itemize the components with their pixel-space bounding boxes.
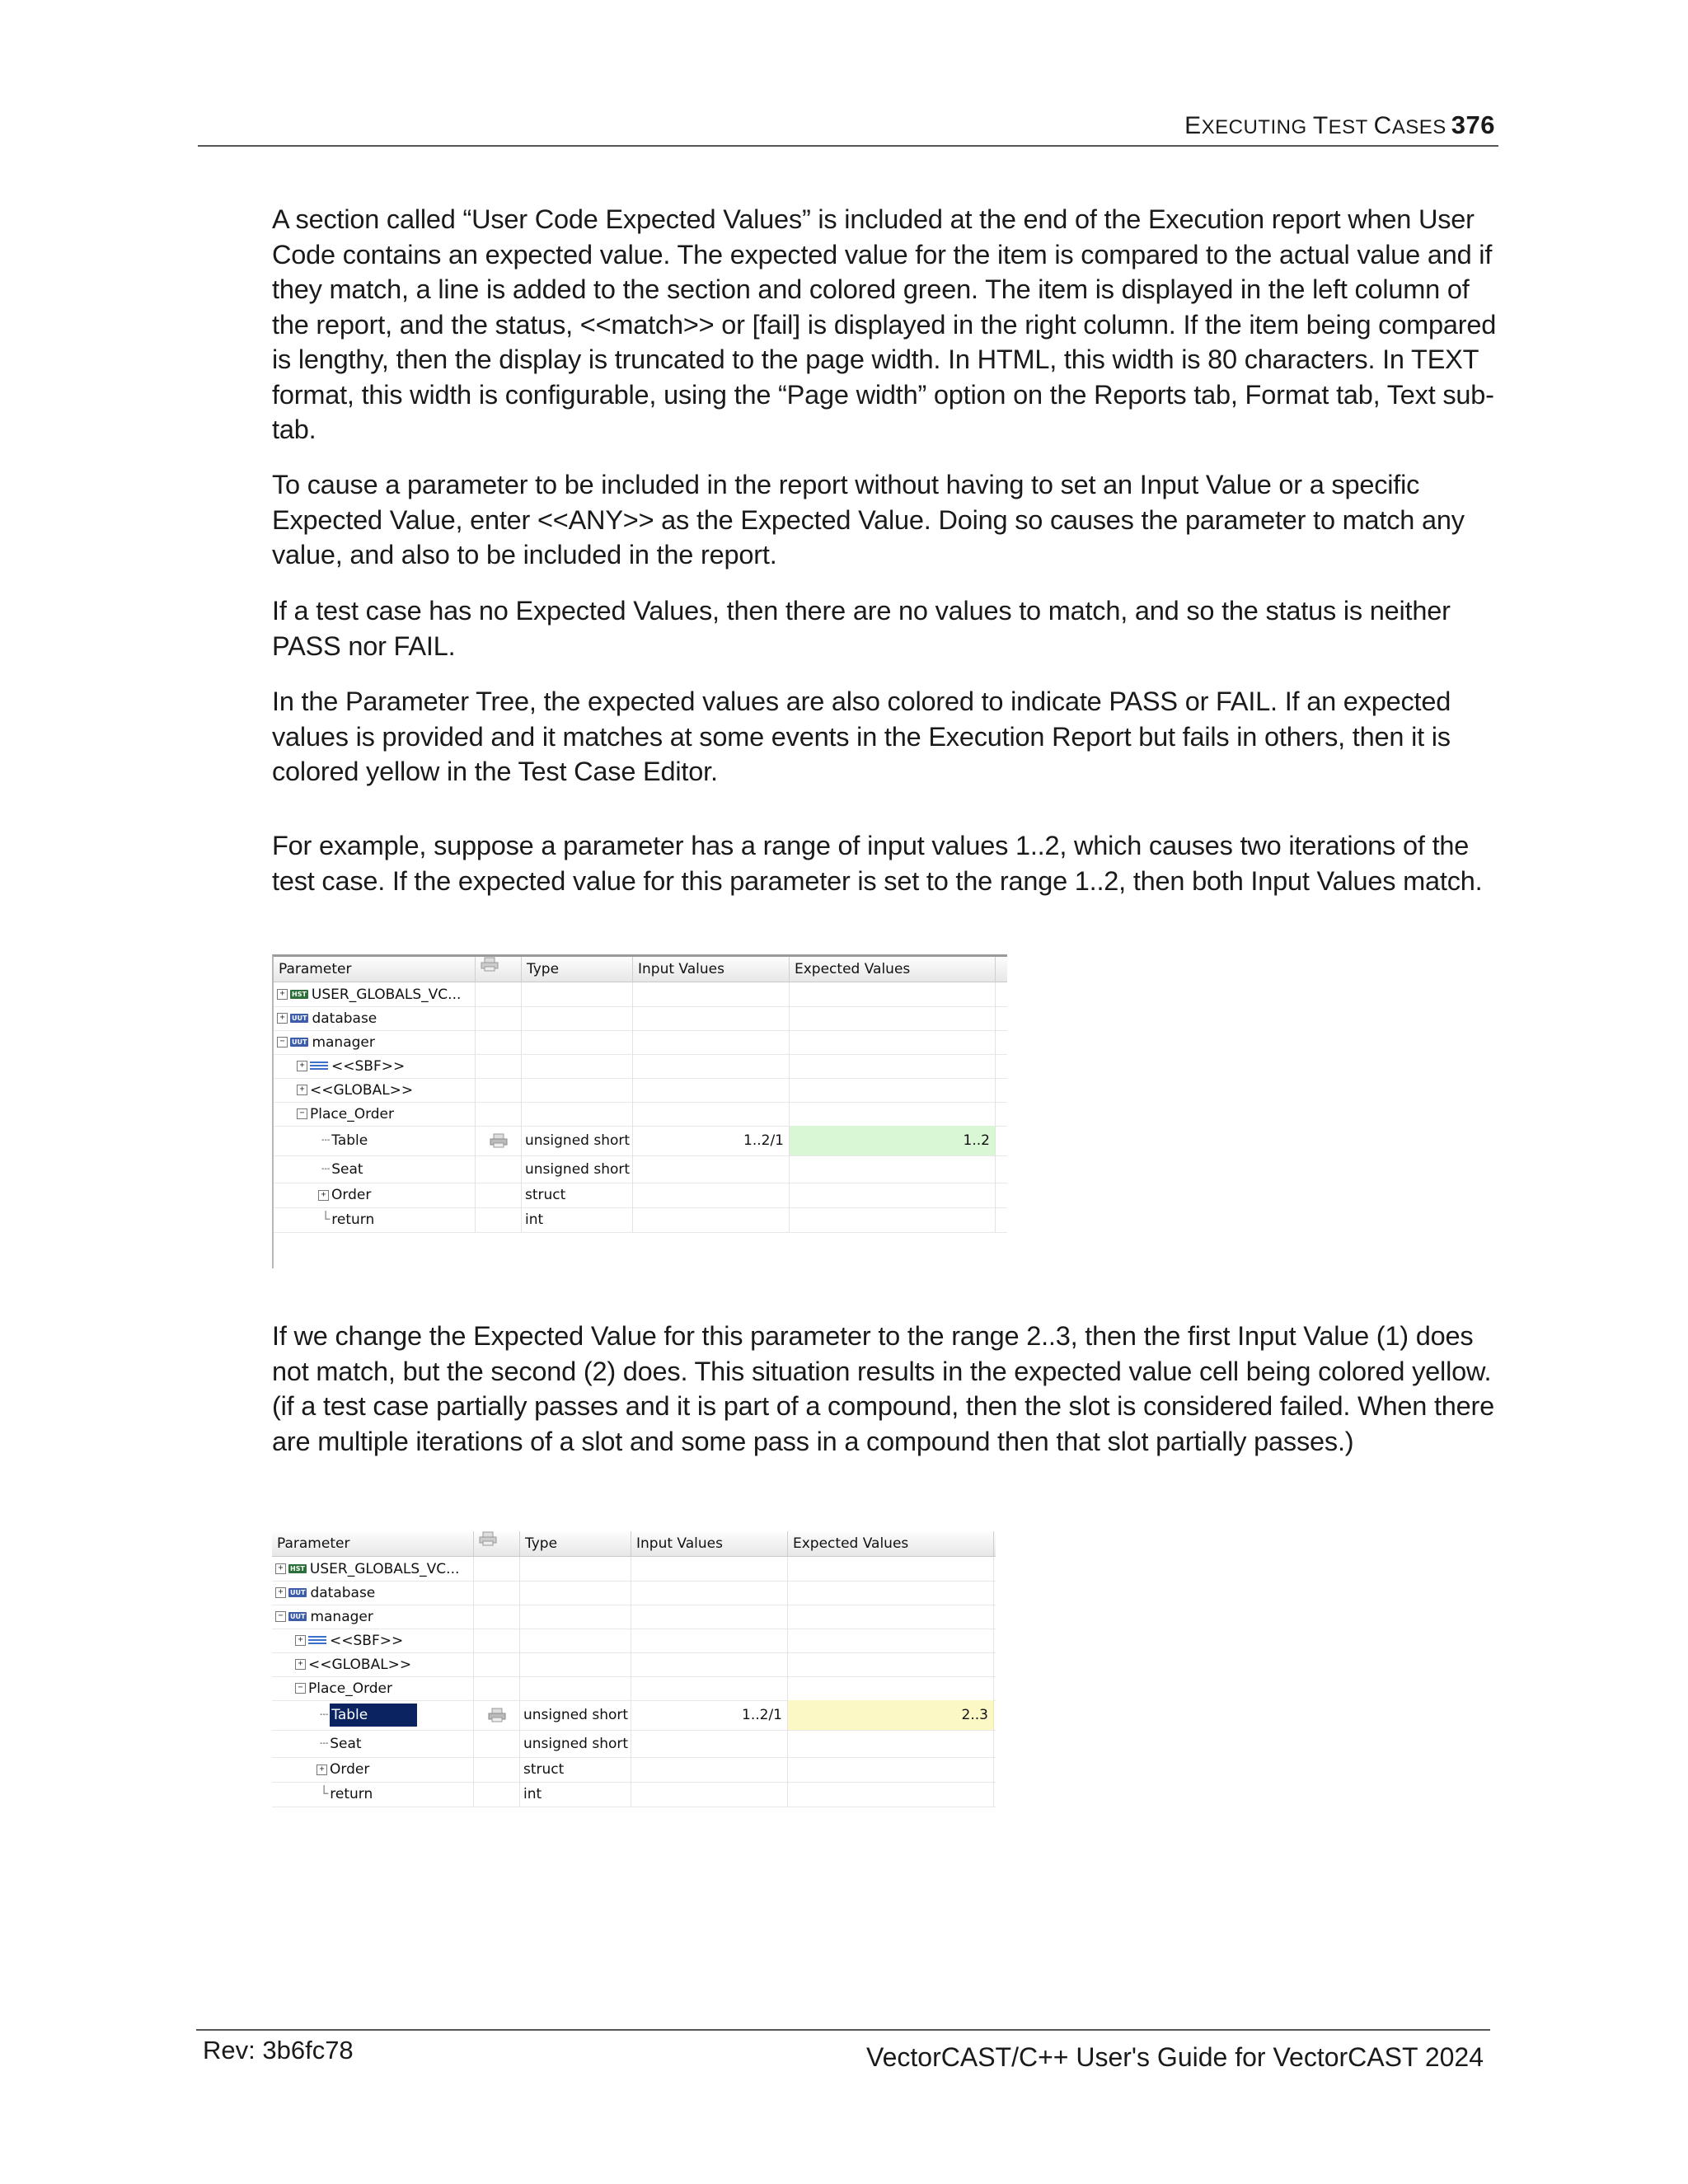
expand-icon[interactable]: + xyxy=(295,1635,306,1646)
paragraph-user-code-expected: A section called “User Code Expected Values” is included at the end of the Execution report when User Code contains an expected value. The expected value for the item is compared to the actual value and if they match, a line is added to the section and colored green. The item is displayed in the left column of the report, and the status, <<match>> or [fail] is displayed in the right column. If the item being compared is lengthy, then the display is truncated to the page width. In HTML, this width is 80 characters. In TEXT format, this width is configurable, using the “Page width” option on the Reports tab, Format tab, Text sub-tab. xyxy=(272,204,1497,444)
printer-icon[interactable] xyxy=(488,1708,506,1722)
collapse-icon[interactable]: − xyxy=(297,1108,307,1119)
uut-badge: UUT xyxy=(292,1015,307,1022)
sbf-icon xyxy=(308,1636,326,1645)
column-parameter[interactable]: Parameter xyxy=(272,1531,474,1556)
collapse-icon[interactable]: − xyxy=(295,1683,306,1694)
column-input-values[interactable]: Input Values xyxy=(631,1531,788,1556)
expand-icon[interactable]: + xyxy=(275,1587,286,1598)
tree-row-place-order[interactable]: − Place_Order xyxy=(272,1676,996,1701)
tree-row-database[interactable]: + UUT database xyxy=(272,1581,996,1605)
hst-badge: HST xyxy=(292,991,307,998)
tree-header xyxy=(274,957,1007,982)
tree-row-sbf[interactable]: + <<SBF>> xyxy=(274,1054,1007,1079)
tree-row-manager[interactable]: − UUT manager xyxy=(274,1030,1007,1055)
tree-row-manager[interactable]: − UUT manager xyxy=(272,1605,996,1629)
tree-row-seat[interactable]: ┄ Seat unsigned short xyxy=(272,1730,996,1758)
parameter-tree-screenshot-partial xyxy=(272,1531,996,1810)
column-type[interactable]: Type xyxy=(522,957,633,982)
footer-guide-title: VectorCAST/C++ User's Guide for VectorCAST 2024 xyxy=(866,2042,1484,2072)
expected-value-cell[interactable]: 2..3 xyxy=(788,1700,994,1730)
uut-badge: UUT xyxy=(290,1613,306,1620)
paragraph-example: For example, suppose a parameter has a range of input values 1..2, which causes two iterations of the test case. If the expected value for this parameter is set to the range 1..2, then both Input Values match. xyxy=(272,831,1483,896)
tree-row-sbf[interactable]: + <<SBF>> xyxy=(272,1629,996,1653)
page-number: 376 xyxy=(1451,110,1495,139)
expand-icon[interactable]: + xyxy=(277,989,288,1000)
section-title: EXECUTING TEST CASES 376 xyxy=(1184,110,1495,139)
page-header xyxy=(198,105,1498,147)
paragraph-no-expected: If a test case has no Expected Values, then there are no values to match, and so the status is neither PASS nor FAIL. xyxy=(272,596,1451,661)
footer-divider xyxy=(196,2029,1490,2031)
parameter-tree-screenshot-pass xyxy=(272,954,1007,1268)
expand-icon[interactable]: + xyxy=(297,1061,307,1071)
paragraph-parameter-tree: In the Parameter Tree, the expected values are also colored to indicate PASS or FAIL. If an expected values is provided and it matches at some events in the Execution Report but fails in others, then it is colored yellow in the Test Case Editor. xyxy=(272,687,1451,786)
tree-row-user-globals[interactable]: + HST USER_GLOBALS_VC... xyxy=(272,1557,996,1582)
tree-row-global[interactable]: + <<GLOBAL>> xyxy=(272,1652,996,1677)
printer-icon[interactable] xyxy=(490,1133,508,1148)
tree-row-seat[interactable]: ┄ Seat unsigned short xyxy=(274,1155,1007,1183)
selected-table-label[interactable]: Table xyxy=(330,1704,417,1727)
column-input-values[interactable]: Input Values xyxy=(633,957,790,982)
column-parameter[interactable]: Parameter xyxy=(274,957,476,982)
tree-row-order[interactable]: + Order struct xyxy=(272,1757,996,1783)
input-value-cell[interactable]: 1..2/1 xyxy=(631,1700,788,1730)
paragraph-any-value: To cause a parameter to be included in the report without having to set an Input Value or a specific Expected Value, enter <<ANY>> as the Expected Value. Doing so causes the parameter to match any value, and also to be included in the report. xyxy=(272,470,1465,569)
tree-row-table[interactable]: ┄ Table unsigned short 1..2/1 2..3 xyxy=(272,1700,996,1731)
column-print[interactable] xyxy=(476,957,522,982)
column-expected-values[interactable]: Expected Values xyxy=(788,1531,994,1556)
printer-icon xyxy=(479,1531,497,1546)
paragraph-change-expected: If we change the Expected Value for this parameter to the range 2..3, then the first Input Value (1) does not match, but the second (2) does. This situation results in the expected value cell being colored yellow. (if a test case partially passes and it is part of a compound, then the slot is considered failed. When there are multiple iterations of a slot and some pass in a compound then that slot partially passes.) xyxy=(272,1321,1495,1456)
column-type[interactable]: Type xyxy=(520,1531,631,1556)
sbf-icon xyxy=(310,1062,328,1071)
tree-row-user-globals[interactable]: + HST USER_GLOBALS_VC... xyxy=(274,982,1007,1007)
column-expected-values[interactable]: Expected Values xyxy=(790,957,996,982)
tree-row-global[interactable]: + <<GLOBAL>> xyxy=(274,1078,1007,1103)
tree-row-table[interactable]: ┄ Table unsigned short 1..2/1 1..2 xyxy=(274,1126,1007,1156)
collapse-icon[interactable]: − xyxy=(275,1611,286,1622)
hst-badge: HST xyxy=(290,1565,305,1572)
tree-row-place-order[interactable]: − Place_Order xyxy=(274,1102,1007,1127)
tree-header xyxy=(272,1531,996,1557)
expected-value-cell[interactable]: 1..2 xyxy=(790,1126,996,1155)
input-value-cell[interactable]: 1..2/1 xyxy=(633,1126,790,1155)
uut-badge: UUT xyxy=(292,1038,307,1046)
expand-icon[interactable]: + xyxy=(318,1190,329,1201)
tree-row-database[interactable]: + UUT database xyxy=(274,1006,1007,1031)
collapse-icon[interactable]: − xyxy=(277,1037,288,1047)
expand-icon[interactable]: + xyxy=(295,1659,306,1670)
expand-icon[interactable]: + xyxy=(316,1765,327,1775)
tree-row-return[interactable]: └ return int xyxy=(272,1782,996,1807)
tree-row-order[interactable]: + Order struct xyxy=(274,1183,1007,1208)
column-print[interactable] xyxy=(474,1531,520,1556)
printer-icon xyxy=(481,957,499,972)
expand-icon[interactable]: + xyxy=(297,1085,307,1095)
footer-revision: Rev: 3b6fc78 xyxy=(203,2036,354,2064)
expand-icon[interactable]: + xyxy=(275,1563,286,1574)
tree-row-return[interactable]: └ return int xyxy=(274,1207,1007,1233)
expand-icon[interactable]: + xyxy=(277,1013,288,1024)
uut-badge: UUT xyxy=(290,1589,306,1596)
